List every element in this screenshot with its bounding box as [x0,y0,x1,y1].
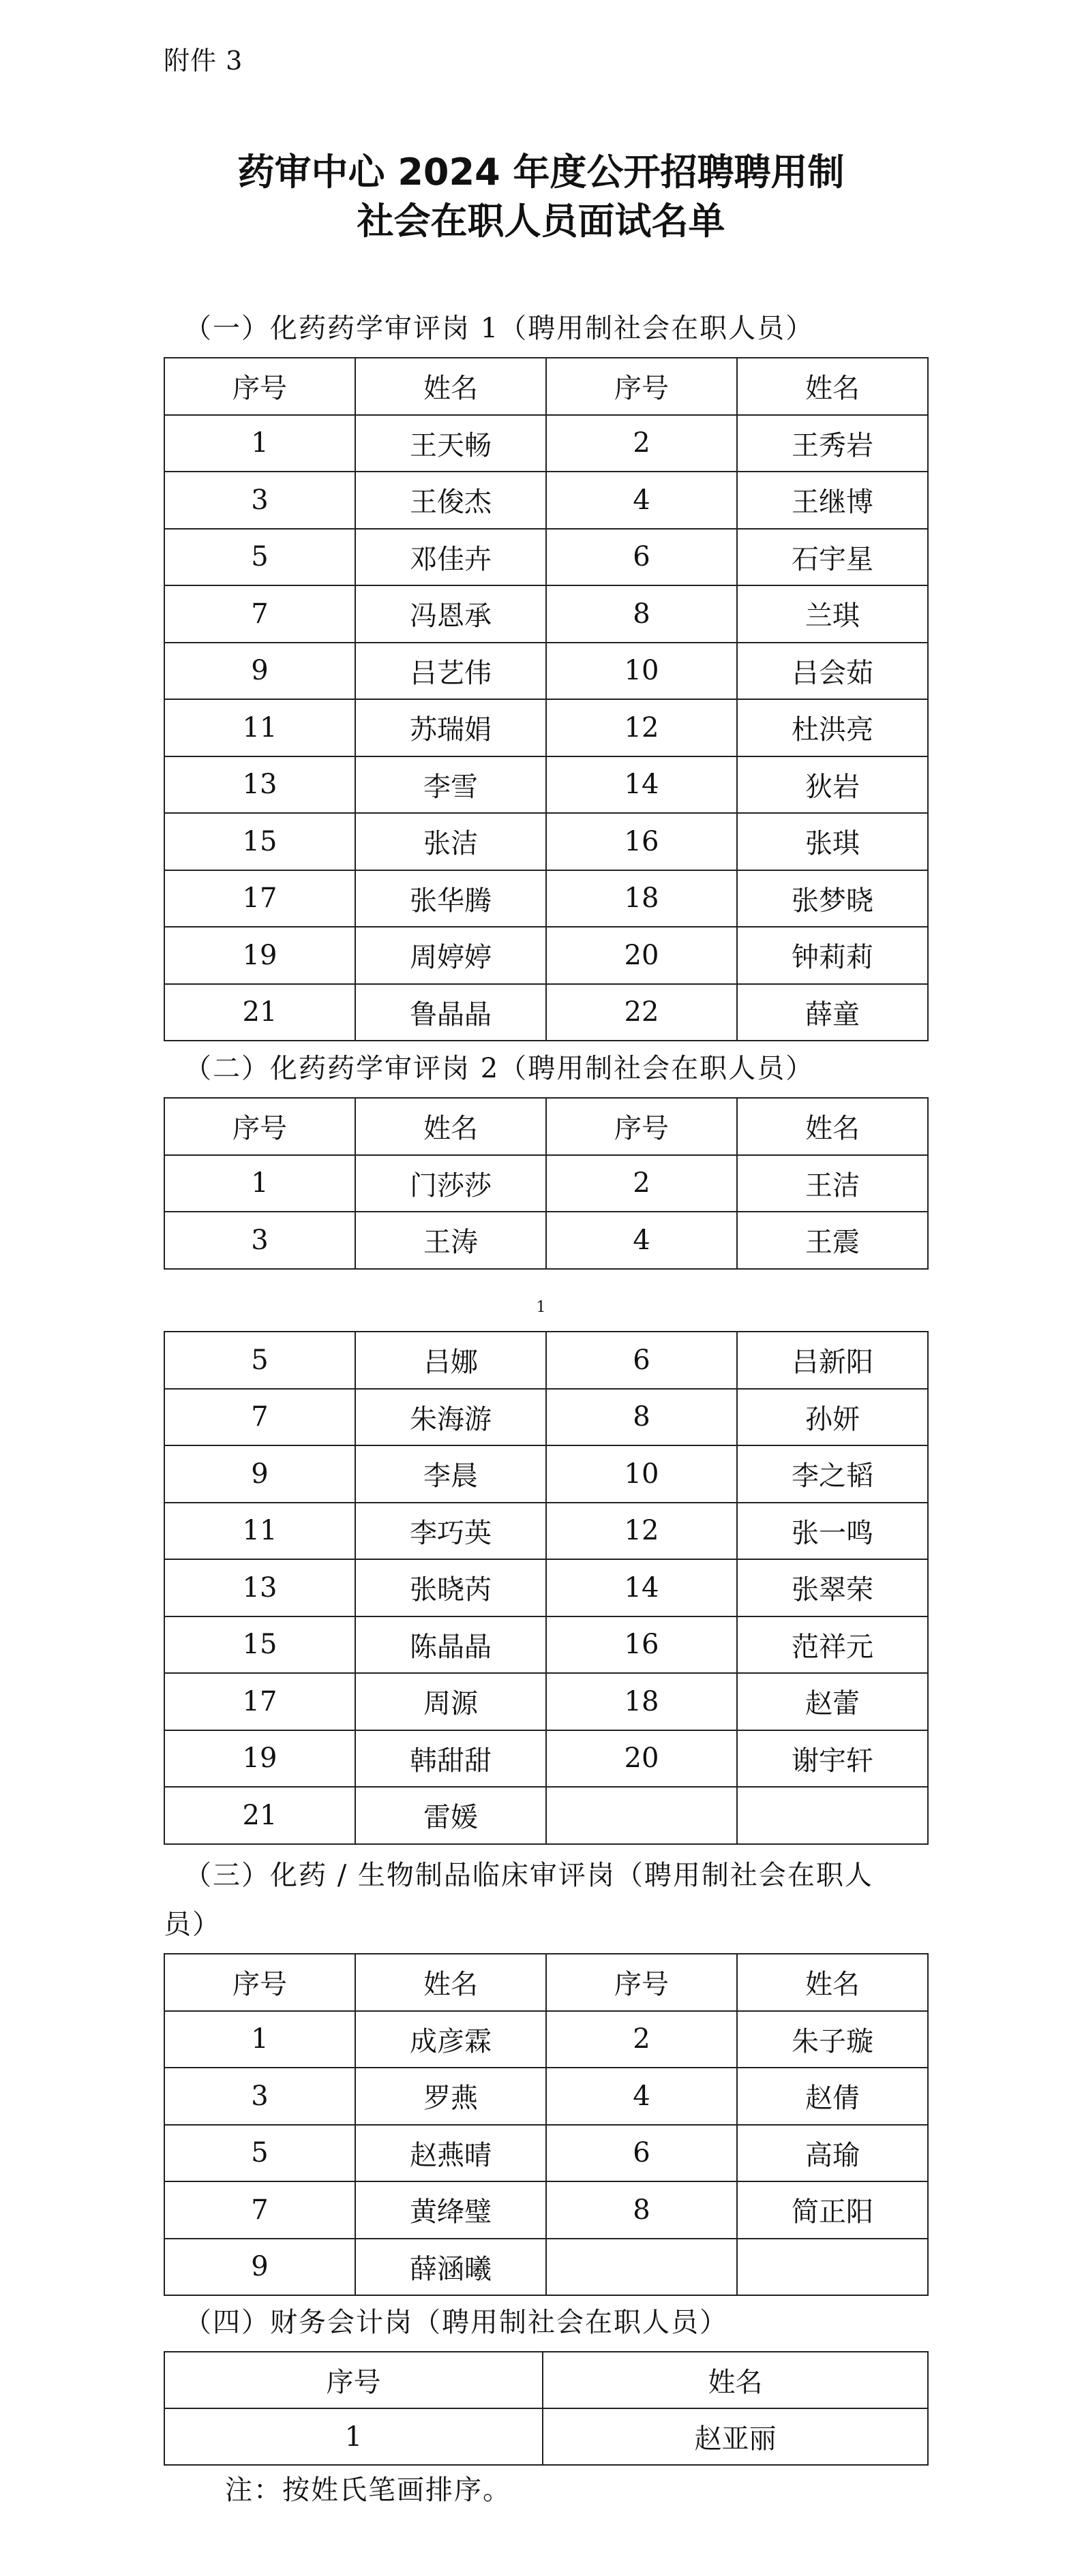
cell-name: 雷媛 [355,1787,546,1844]
cell-index: 17 [164,1673,355,1730]
cell-name: 王涛 [355,1212,546,1269]
header-index: 序号 [546,1098,737,1155]
cell-index: 2 [546,415,737,472]
cell-name: 高瑜 [737,2125,928,2182]
cell-name: 周婷婷 [355,927,546,984]
cell-index: 7 [164,585,355,643]
cell-index: 12 [546,699,737,756]
cell-name: 李雪 [355,756,546,814]
cell-name: 张晓芮 [355,1559,546,1616]
cell-index: 14 [546,756,737,814]
cell-index: 2 [546,1155,737,1212]
table-row [164,2408,928,2465]
cell-index: 14 [546,1559,737,1616]
header-index: 序号 [164,358,355,415]
header-index: 序号 [164,2352,543,2408]
cell-name: 邓佳卉 [355,529,546,586]
cell-index: 8 [546,585,737,643]
cell-index: 20 [546,927,737,984]
table-row [164,1616,928,1674]
table-row [164,699,928,756]
cell-name: 张华腾 [355,870,546,927]
cell-name: 孙妍 [737,1389,928,1446]
cell-index: 18 [546,870,737,927]
table-row [164,984,928,1041]
page-number: 1 [536,1299,546,1316]
cell-name: 杜洪亮 [737,699,928,756]
cell-index: 12 [546,1503,737,1560]
cell-index: 4 [546,1212,737,1269]
table-row [164,1503,928,1560]
cell-name: 钟莉莉 [737,927,928,984]
table-row [164,1730,928,1788]
section-2-title: （二）化药药学审评岗 2（聘用制社会在职人员） [184,1053,815,1084]
cell-name: 李巧英 [355,1503,546,1560]
cell-name: 李之韬 [737,1445,928,1503]
cell-index: 1 [164,1155,355,1212]
table-row [164,472,928,529]
cell-index: 16 [546,1616,737,1674]
cell-name: 苏瑞娟 [355,699,546,756]
table-row [164,870,928,927]
cell-name: 冯恩承 [355,585,546,643]
cell-index: 3 [164,472,355,529]
attachment-label: 附件 3 [164,46,243,76]
cell-name: 薛涵曦 [355,2239,546,2296]
cell-index: 9 [164,643,355,700]
header-index: 序号 [164,1098,355,1155]
header-name: 姓名 [737,1098,928,1155]
cell-index: 22 [546,984,737,1041]
cell-name: 李晨 [355,1445,546,1503]
section-1-table [164,357,929,1041]
cell-name: 石宇星 [737,529,928,586]
table-row [164,1445,928,1503]
cell-index: 15 [164,1616,355,1674]
cell-name: 兰琪 [737,585,928,643]
cell-name: 门莎莎 [355,1155,546,1212]
header-name: 姓名 [355,358,546,415]
cell-name: 陈晶晶 [355,1616,546,1674]
cell-index: 7 [164,2181,355,2239]
cell-index: 7 [164,1389,355,1446]
table-row [164,2068,928,2125]
cell-name: 狄岩 [737,756,928,814]
cell-index: 6 [546,1332,737,1389]
cell-name: 赵燕晴 [355,2125,546,2182]
header-index: 序号 [546,1954,737,2011]
cell-name: 吕娜 [355,1332,546,1389]
table-row [164,2125,928,2182]
cell-name: 鲁晶晶 [355,984,546,1041]
cell-index: 11 [164,699,355,756]
cell-index: 17 [164,870,355,927]
cell-name: 王天畅 [355,415,546,472]
cell-name: 王震 [737,1212,928,1269]
cell-index [546,1787,737,1844]
cell-index: 5 [164,1332,355,1389]
table-row [164,1787,928,1844]
header-name: 姓名 [737,358,928,415]
table-row [164,2181,928,2239]
section-2-table [164,1097,929,1270]
table-header-row [164,1954,928,2011]
cell-name: 张梦晓 [737,870,928,927]
cell-index: 10 [546,1445,737,1503]
cell-index: 1 [164,415,355,472]
cell-index: 2 [546,2011,737,2068]
cell-index: 9 [164,2239,355,2296]
section-3-title-line2: 员） [164,1909,221,1940]
cell-index: 15 [164,813,355,870]
document-title-line1: 药审中心 2024 年度公开招聘聘用制 [237,151,845,194]
header-name: 姓名 [355,1954,546,2011]
cell-name: 赵亚丽 [543,2408,928,2465]
cell-index: 21 [164,1787,355,1844]
cell-name: 薛童 [737,984,928,1041]
table-header-row [164,1098,928,1155]
section-4-title: （四）财务会计岗（聘用制社会在职人员） [184,2307,728,2338]
cell-index: 16 [546,813,737,870]
table-header-row [164,358,928,415]
cell-name: 吕会茹 [737,643,928,700]
cell-index: 6 [546,529,737,586]
cell-name: 张洁 [355,813,546,870]
cell-index: 10 [546,643,737,700]
cell-index: 3 [164,1212,355,1269]
cell-name [737,1787,928,1844]
cell-name: 张翠荣 [737,1559,928,1616]
cell-name: 王洁 [737,1155,928,1212]
table-row [164,1559,928,1616]
header-name: 姓名 [543,2352,928,2408]
cell-name: 周源 [355,1673,546,1730]
table-row [164,1673,928,1730]
cell-index: 21 [164,984,355,1041]
cell-name: 韩甜甜 [355,1730,546,1788]
header-index: 序号 [164,1954,355,2011]
cell-index: 13 [164,1559,355,1616]
table-row [164,1212,928,1269]
cell-index: 4 [546,2068,737,2125]
cell-index: 13 [164,756,355,814]
cell-index: 19 [164,927,355,984]
cell-index: 5 [164,2125,355,2182]
cell-name: 张一鸣 [737,1503,928,1560]
cell-index: 19 [164,1730,355,1788]
cell-index: 3 [164,2068,355,2125]
table-row [164,813,928,870]
table-row [164,1389,928,1446]
cell-name: 罗燕 [355,2068,546,2125]
cell-name: 黄绛璧 [355,2181,546,2239]
cell-index: 20 [546,1730,737,1788]
cell-index: 6 [546,2125,737,2182]
cell-name: 朱海游 [355,1389,546,1446]
cell-name: 张琪 [737,813,928,870]
header-name: 姓名 [355,1098,546,1155]
table-row [164,2011,928,2068]
cell-index: 1 [164,2408,543,2465]
cell-name: 王继博 [737,472,928,529]
section-3-title-line1: （三）化药 / 生物制品临床审评岗（聘用制社会在职人 [184,1860,873,1891]
cell-name: 王秀岩 [737,415,928,472]
header-name: 姓名 [737,1954,928,2011]
table-row [164,756,928,814]
cell-index: 11 [164,1503,355,1560]
section-1-title: （一）化药药学审评岗 1（聘用制社会在职人员） [184,313,815,344]
header-index: 序号 [546,358,737,415]
cell-name: 吕艺伟 [355,643,546,700]
cell-index: 8 [546,1389,737,1446]
section-4-table [164,2351,929,2466]
table-row [164,927,928,984]
document-title-line2: 社会在职人员面试名单 [357,200,725,243]
table-header-row [164,2352,928,2408]
table-row [164,415,928,472]
cell-name: 王俊杰 [355,472,546,529]
cell-index: 8 [546,2181,737,2239]
cell-index: 1 [164,2011,355,2068]
table-row [164,529,928,586]
cell-name: 赵蕾 [737,1673,928,1730]
cell-name: 简正阳 [737,2181,928,2239]
cell-name [737,2239,928,2296]
cell-name: 成彦霖 [355,2011,546,2068]
cell-name: 范祥元 [737,1616,928,1674]
table-row [164,585,928,643]
table-row [164,1332,928,1389]
section-2-table-continued [164,1331,929,1845]
table-row [164,2239,928,2296]
table-row [164,1155,928,1212]
table-row [164,643,928,700]
section-3-table [164,1953,929,2296]
cell-index [546,2239,737,2296]
cell-name: 吕新阳 [737,1332,928,1389]
cell-index: 4 [546,472,737,529]
cell-name: 赵倩 [737,2068,928,2125]
note: 注：按姓氏笔画排序。 [225,2474,511,2506]
cell-name: 谢宇轩 [737,1730,928,1788]
cell-name: 朱子璇 [737,2011,928,2068]
cell-index: 18 [546,1673,737,1730]
cell-index: 5 [164,529,355,586]
cell-index: 9 [164,1445,355,1503]
